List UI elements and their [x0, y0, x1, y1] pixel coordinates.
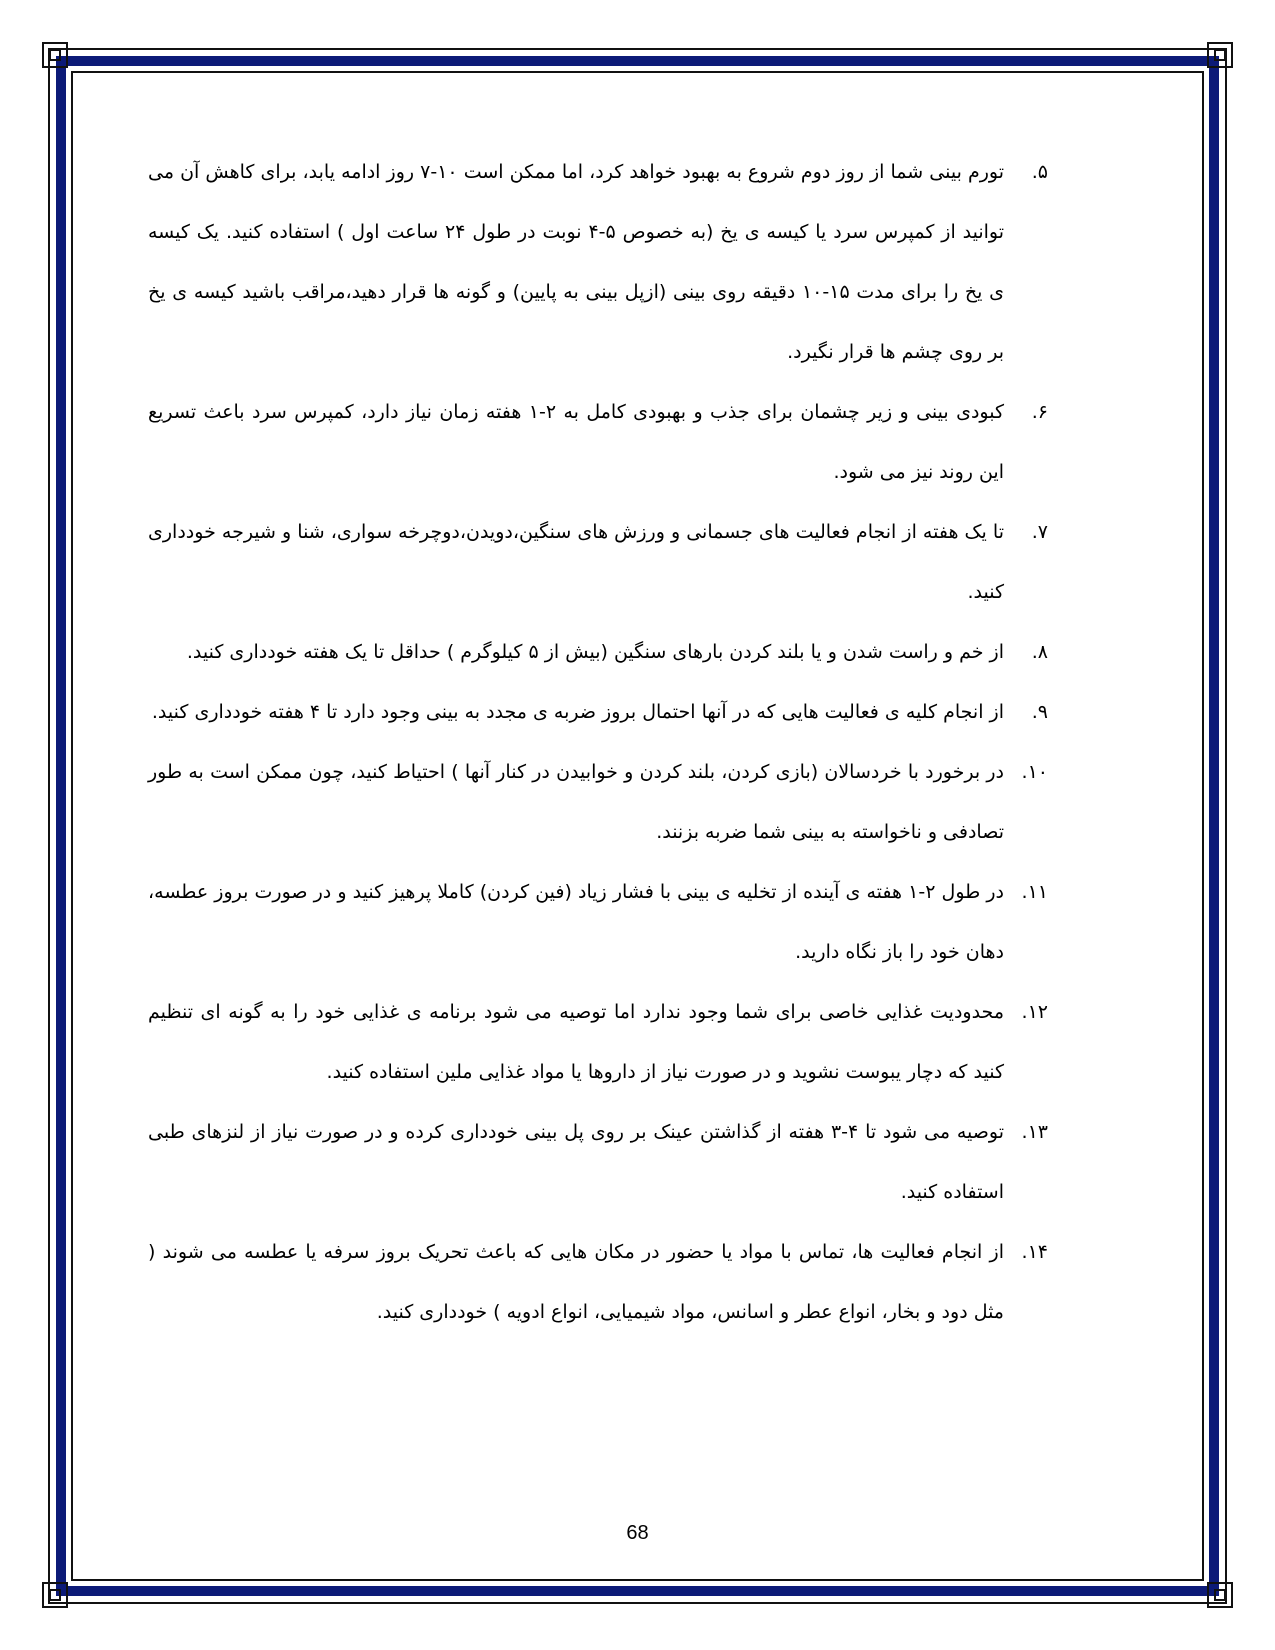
list-item: [148, 382, 1048, 502]
list-item: [148, 142, 1048, 382]
item-number: ۸.: [1031, 641, 1048, 663]
item-text: در طول ۲-۱ هفته ی آینده از تخلیه ی بینی با فشار زیاد (فین کردن) کاملا پرهیز کنید و در صورت بروز عطسه، دهان خود را باز نگاه دارید.: [148, 881, 1004, 963]
item-number: ۷.: [1031, 521, 1048, 543]
item-text: محدودیت غذایی خاصی برای شما وجود ندارد اما توصیه می شود برنامه ی غذایی خود را به گونه ای تنظیم کنید که دچار یبوست نشوید و در صورت نیاز از داروها یا مواد غذایی ملین استفاده کنید.: [148, 1001, 1004, 1083]
corner-ornament: [42, 42, 68, 68]
item-text: از خم و راست شدن و یا بلند کردن بارهای سنگین (بیش از ۵ کیلوگرم ) حداقل تا یک هفته خودداری کنید.: [186, 641, 1004, 663]
item-number: ۱۲.: [1021, 1001, 1048, 1023]
item-number: ۱۳.: [1021, 1121, 1048, 1143]
instruction-list: [148, 142, 1048, 1342]
page-number: 68: [626, 1522, 649, 1544]
item-text: کبودی بینی و زیر چشمان برای جذب و بهبودی کامل به ۲-۱ هفته زمان نیاز دارد، کمپرس سرد باعث تسریع این روند نیز می شود.: [148, 401, 1004, 483]
item-number: ۱۰.: [1021, 761, 1048, 783]
list-item: [148, 1222, 1048, 1342]
item-text: توصیه می شود تا ۴-۳ هفته از گذاشتن عینک بر روی پل بینی خودداری کرده و در صورت نیاز از لنزهای طبی استفاده کنید.: [148, 1121, 1005, 1203]
list-item: [148, 622, 1048, 682]
item-text: تا یک هفته از انجام فعالیت های جسمانی و ورزش های سنگین،دویدن،دوچرخه سواری، شنا و شیرجه خودداری کنید.: [148, 521, 1004, 603]
item-number: ۵.: [1031, 161, 1048, 183]
item-text: تورم بینی شما از روز دوم شروع به بهبود خواهد کرد، اما ممکن است ۱۰-۷ روز ادامه یابد، برای کاهش آن می توانید از کمپرس سرد یا کیسه ی یخ (به خصوص ۵-۴ نوبت در طول ۲۴ ساعت اول ) استفاده کنید. یک کیسه ی یخ را برای مدت ۱۵-۱۰ دقیقه روی بینی (ازپل بینی به پایین) و گونه ها قرار دهید،مراقب باشید کیسه ی یخ بر روی چشم ها قرار نگیرد.: [148, 161, 1005, 363]
list-item: [148, 1102, 1048, 1222]
item-text: از انجام فعالیت ها، تماس با مواد یا حضور در مکان هایی که باعث تحریک بروز سرفه یا عطسه می شوند ( مثل دود و بخار، انواع عطر و اسانس، مواد شیمیایی، انواع ادویه ) خودداری کنید.: [148, 1241, 1004, 1323]
item-text: از انجام کلیه ی فعالیت هایی که در آنها احتمال بروز ضربه ی مجدد به بینی وجود دارد تا ۴ هفته خودداری کنید.: [151, 701, 1004, 723]
item-number: ۹.: [1031, 701, 1048, 723]
list-item: [148, 742, 1048, 862]
item-number: ۱۴.: [1021, 1241, 1048, 1263]
list-item: [148, 862, 1048, 982]
corner-ornament: [1207, 1582, 1233, 1608]
list-item: [148, 502, 1048, 622]
list-item: [148, 682, 1048, 742]
item-number: ۱۱.: [1021, 881, 1048, 903]
list-item: [148, 982, 1048, 1102]
item-number: ۶.: [1031, 401, 1048, 423]
item-text: در برخورد با خردسالان (بازی کردن، بلند کردن و خوابیدن در کنار آنها ) احتیاط کنید، چون ممکن است به طور تصادفی و ناخواسته به بینی شما ضربه بزنند.: [148, 761, 1004, 843]
corner-ornament: [1207, 42, 1233, 68]
corner-ornament: [42, 1582, 68, 1608]
